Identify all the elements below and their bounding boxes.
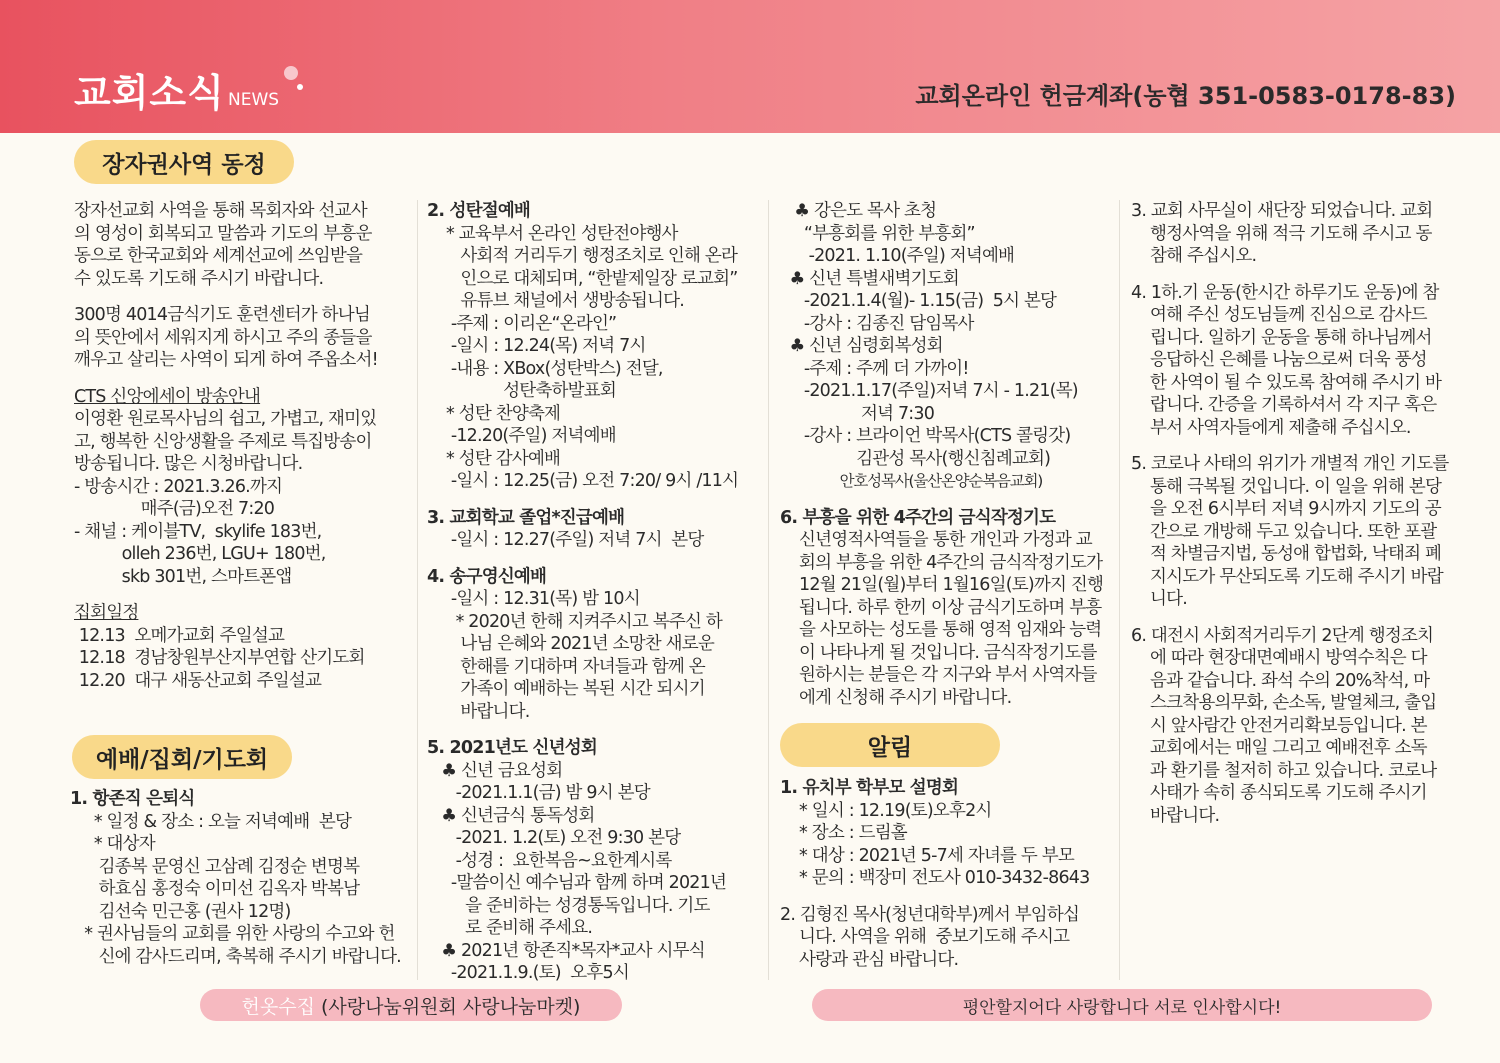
text-line: 깨우고 살리는 사역이 되게 하여 주옵소서! (74, 350, 378, 370)
heading-worship: 예배/집회/기도회 (72, 735, 292, 779)
column-2 (427, 200, 767, 985)
text-line: 랍니다. 간증을 기록하셔서 각 지구 혹은 (1131, 395, 1437, 415)
footer-greeting-text: 평안할지어다 사랑합니다 서로 인사합시다! (962, 997, 1282, 1018)
text-line: 스크착용의무화, 손소독, 발열체크, 출입 (1131, 693, 1437, 713)
text-line: 하효심 홍정숙 이미선 김옥자 박복남 (70, 879, 360, 899)
text-line: 인으로 대체되며, “한밭제일장 로교회” (427, 268, 738, 289)
text-line: 수 있도록 기도해 주시기 바랍니다. (74, 268, 324, 289)
text-line: olleh 236번, LGU+ 180번, (74, 544, 326, 564)
text-line: -일시 : 12.25(금) 오전 7:20/ 9시 /11시 (427, 471, 739, 491)
text-line: 가족이 예배하는 복된 시간 되시기 (427, 679, 705, 699)
text-line: 을 오전 6시부터 저녁 9시까지 기도의 공 (1131, 499, 1441, 519)
text-line: 한 사역이 될 수 있도록 참여해 주시기 바 (1131, 372, 1442, 393)
text-line: * 성탄 찬양축제 (427, 403, 561, 424)
text-line: 나님 은혜와 2021년 소망찬 새로운 (427, 634, 714, 654)
text-line: -강사 : 김종진 담임목사 (780, 313, 974, 334)
item-heading: 4. 송구영신예배 (427, 566, 547, 587)
item-heading: 1. 유치부 학부모 설명회 (780, 778, 959, 798)
heading-mission: 장자권사역 동정 (74, 140, 294, 184)
text-line: 참해 주십시오. (1131, 246, 1257, 266)
text-line: * 대상 : 2021년 5-7세 자녀를 두 부모 (780, 845, 1075, 866)
column-3-notice (780, 777, 1118, 971)
text-line: 로 준비해 주세요. (427, 918, 593, 938)
text-line: * 2020년 한해 지켜주시고 복주신 하 (427, 611, 722, 632)
column-1-worship (70, 788, 415, 968)
header-banner (0, 0, 1500, 133)
item-heading: 3. 교회학교 졸업*진급예배 (427, 507, 625, 528)
text-line: - 채널 : 케이블TV, skylife 183번, (74, 521, 322, 542)
text-line: -2021.1.4(월)- 1.15(금) 5시 본당 (780, 291, 1057, 311)
text-line: 신년영적사역들을 통한 개인과 가정과 교 (780, 530, 1092, 550)
column-divider (417, 200, 418, 980)
section-title: 교회소식 (74, 71, 225, 115)
text-line: -12.20(주일) 저녁예배 (427, 426, 616, 446)
text-line: 김종복 문영신 고삼례 김정순 변명복 (70, 856, 360, 877)
decoration-dot-small (297, 84, 303, 90)
text-line: 12.13 오메가교회 주일설교 (74, 625, 285, 646)
text-line: * 일시 : 12.19(토)오후2시 (780, 800, 992, 821)
text-line: -주제 : 이리온“온라인” (427, 313, 617, 334)
text-line: ♣ 2021년 항존직*목자*교사 시무식 (427, 940, 705, 961)
text-line: ♣ 신년금식 통독성회 (427, 805, 595, 826)
text-line: 3. 교회 사무실이 새단장 되었습니다. 교회 (1131, 201, 1433, 221)
subheading-schedule: 집회일정 (74, 603, 139, 623)
subheading-cts: CTS 신앙에세이 방송안내 (74, 386, 261, 407)
text-line: 300명 4014금식기도 훈련센터가 하나님 (74, 305, 370, 325)
column-1 (74, 200, 414, 692)
text-line: 음과 같습니다. 좌석 수의 20%착석, 마 (1131, 670, 1430, 691)
footer-highlight: 헌옷수집 (241, 995, 315, 1018)
text-line: 행정사역을 위해 적극 기도해 주시고 동 (1131, 223, 1432, 244)
text-line: 이영환 원로목사님의 쉽고, 가볍고, 재미있 (74, 409, 377, 429)
text-line: -일시 : 12.31(목) 밤 10시 (427, 589, 640, 609)
text-line: 12.18 경남창원부산지부연합 산기도회 (74, 648, 365, 668)
text-line: 5. 코로나 사태의 위기가 개별적 개인 기도를 (1131, 454, 1449, 474)
text-line: -일시 : 12.24(목) 저녁 7시 (427, 336, 646, 356)
column-4 (1131, 200, 1471, 827)
text-line: 간으로 개방해 두고 있습니다. 또한 포괄 (1131, 521, 1437, 542)
text-line: 교회에서는 매일 그리고 예배전후 소독 (1131, 738, 1427, 758)
text-line: 응답하신 은혜를 나눔으로써 더욱 풍성 (1131, 350, 1427, 370)
text-line: 김관성 목사(행신침례교회) (780, 448, 1051, 469)
text-line: 매주(금)오전 7:20 (74, 499, 275, 519)
text-line: 한해를 기대하며 자녀들과 함께 온 (427, 656, 705, 677)
text-line: 여해 주신 성도님들께 진심으로 감사드 (1131, 305, 1427, 325)
text-line: 유튜브 채널에서 생방송됩니다. (427, 291, 684, 311)
text-line: “부흥회를 위한 부흥회” (780, 223, 975, 244)
text-line: -말씀이신 예수님과 함께 하며 2021년 (427, 873, 727, 893)
column-divider (768, 200, 769, 980)
text-line: 성탄축하발표회 (427, 381, 616, 401)
text-line: * 성탄 감사예배 (427, 448, 561, 469)
text-line: 4. 1하.기 운동(한시간 하루기도 운동)에 참 (1131, 282, 1439, 303)
text-line: 안호성목사(울산온양순복음교회) (780, 472, 1043, 490)
text-line: -2021.1.17(주일)저녁 7시 - 1.21(목) (780, 381, 1078, 401)
text-line: 바랍니다. (427, 701, 530, 722)
text-line: * 장소 : 드림홀 (780, 823, 907, 843)
text-line: 니다. (1131, 589, 1188, 609)
text-line: 고, 행복한 신앙생활을 주제로 특집방송이 (74, 431, 372, 452)
text-line: 사회적 거리두기 행정조치로 인해 온라 (427, 246, 738, 266)
text-line: * 권사님들의 교회를 위한 사랑의 수고와 헌 (70, 924, 395, 944)
text-line: -일시 : 12.27(주일) 저녁 7시 본당 (427, 530, 704, 550)
column-3 (780, 200, 1118, 709)
text-line: * 교육부서 온라인 성탄전야행사 (427, 223, 678, 244)
text-line: -성경 : 요한복음~요한계시록 (427, 850, 672, 871)
text-line: ♣ 신년 심령회복성회 (780, 336, 943, 356)
text-line: 부서 사역자들에게 제출해 주십시오. (1131, 417, 1411, 438)
text-line: * 대상자 (70, 834, 155, 854)
item-heading: 2. 성탄절예배 (427, 201, 531, 221)
text-line: -내용 : XBox(성탄박스) 전달, (427, 358, 663, 379)
text-line: 동으로 한국교회와 세계선교에 쓰임받을 (74, 246, 363, 266)
item-heading: 5. 2021년도 신년성회 (427, 738, 597, 758)
text-line: ♣ 강은도 목사 초청 (780, 201, 937, 221)
text-line: -주제 : 주께 더 가까이! (780, 358, 969, 379)
footer-greeting (812, 989, 1432, 1021)
text-line: 립니다. 일하기 운동을 통해 하나님께서 (1131, 327, 1432, 348)
text-line: 의 뜻안에서 세워지게 하시고 주의 종들을 (74, 327, 372, 348)
text-line: 의 영성이 회복되고 말씀과 기도의 부흥운 (74, 223, 372, 244)
text-line: 2. 김형진 목사(청년대학부)께서 부임하십 (780, 904, 1080, 925)
text-line: 을 준비하는 성경통독입니다. 기도 (427, 895, 710, 916)
text-line: * 문의 : 백장미 전도사 010-3432-8643 (780, 868, 1090, 888)
text-line: 통해 극복될 것입니다. 이 일을 위해 본당 (1131, 476, 1442, 497)
text-line: 6. 대전시 사회적거리두기 2단계 행정조치 (1131, 625, 1434, 646)
text-line: ♣ 신년 특별새벽기도회 (780, 268, 959, 289)
decoration-dot (284, 66, 298, 80)
heading-notice: 알림 (780, 723, 1000, 767)
text-line: 방송됩니다. 많은 시청바랍니다. (74, 454, 303, 474)
text-line: 원하시는 분들은 각 지구와 부서 사역자들 (780, 665, 1097, 685)
news-label: NEWS (228, 90, 280, 110)
text-line: -2021.1.9.(토) 오후5시 (427, 963, 629, 983)
text-line: 에 따라 현장대면예배시 방역수칙은 다 (1131, 648, 1427, 668)
text-line: 됩니다. 하루 한끼 이상 금식기도하며 부흥 (780, 597, 1102, 618)
text-line: 과 환기를 철저히 하고 있습니다. 코로나 (1131, 760, 1437, 781)
text-line: 저녁 7:30 (780, 403, 935, 424)
text-line: ♣ 신년 금요성회 (427, 760, 563, 781)
item-heading: 6. 부흥을 위한 4주간의 금식작정기도 (780, 507, 1056, 528)
text-line: -2021. 1.10(주일) 저녁예배 (780, 246, 1015, 266)
text-line: 김선숙 민근홍 (권사 12명) (70, 901, 291, 922)
text-line: 니다. 사역을 위해 중보기도해 주시고 (780, 927, 1070, 947)
footer-clothes-drive (200, 989, 622, 1021)
text-line: 이 나타나게 될 것입니다. 금식작정기도를 (780, 642, 1097, 663)
text-line: - 방송시간 : 2021.3.26.까지 (74, 476, 283, 497)
text-line: 사랑과 관심 바랍니다. (780, 949, 959, 970)
item-heading: 1. 항존직 은퇴식 (70, 789, 195, 809)
text-line: 적 차별금지법, 동성애 합법화, 낙태죄 폐 (1131, 544, 1442, 564)
text-line: * 일정 & 장소 : 오늘 저녁예배 본당 (70, 811, 352, 832)
column-divider (1119, 200, 1120, 980)
text-line: 에게 신청해 주시기 바랍니다. (780, 687, 1012, 708)
text-line: 12월 21일(월)부터 1월16일(토)까지 진행 (780, 575, 1104, 595)
text-line: skb 301번, 스마트폰앱 (74, 566, 292, 587)
text-line: -강사 : 브라이언 박목사(CTS 콜링갓) (780, 426, 1071, 446)
text-line: 장자선교회 사역을 통해 목회자와 선교사 (74, 201, 367, 221)
footer-detail: (사랑나눔위원회 사랑나눔마켓) (314, 995, 581, 1018)
text-line: -2021. 1.2(토) 오전 9:30 본당 (427, 828, 681, 848)
text-line: 시 앞사람간 안전거리확보등입니다. 본 (1131, 715, 1427, 736)
text-line: 지시도가 무산되도록 기도해 주시기 바랍 (1131, 566, 1443, 587)
text-line: 바랍니다. (1131, 805, 1220, 826)
text-line: 12.20 대구 새동산교회 주일설교 (74, 670, 322, 691)
text-line: -2021.1.1(금) 밤 9시 본당 (427, 783, 650, 803)
text-line: 사태가 속히 종식되도록 기도해 주시기 (1131, 783, 1427, 803)
text-line: 을 사모하는 성도를 통해 영적 임재와 능력 (780, 620, 1102, 640)
text-line: 신에 감사드리며, 축복해 주시기 바랍니다. (70, 946, 401, 967)
offering-account: 교회온라인 헌금계좌(농협 351-0583-0178-83) (915, 82, 1456, 110)
text-line: 회의 부흥을 위한 4주간의 금식작정기도가 (780, 552, 1103, 573)
